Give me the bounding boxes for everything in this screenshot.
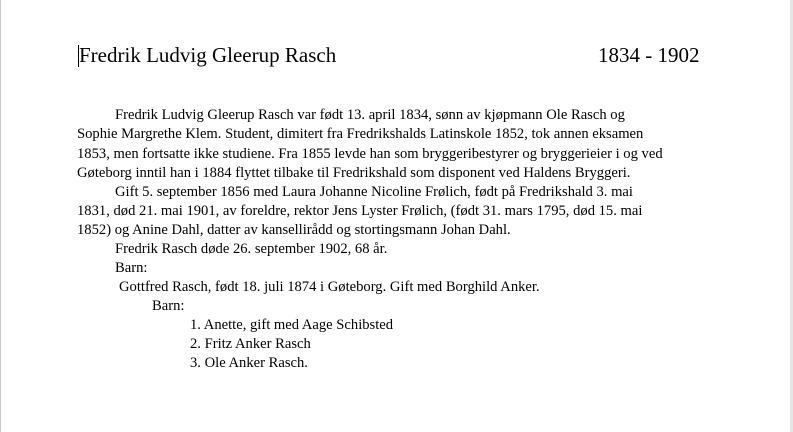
grandchildren-heading[interactable]: Barn: xyxy=(152,298,185,314)
paragraph-line[interactable]: 1853, men fortsatte ikke studiene. Fra 1855 levde han som bryggeribestyrer og bryggerieier i og ved xyxy=(77,146,663,162)
paragraph-line[interactable]: 1831, død 21. mai 1901, av foreldre, rektor Jens Lyster Frølich, (født 31. mars 1795, død 15. mai xyxy=(77,203,643,219)
paragraph-line[interactable]: Fredrik Ludvig Gleerup Rasch var født 13. april 1834, sønn av kjøpmann Ole Rasch og xyxy=(115,107,625,123)
list-item[interactable]: 1. Anette, gift med Aage Schibsted xyxy=(190,317,394,333)
paragraph-line[interactable]: Fredrik Rasch døde 26. september 1902, 68 år. xyxy=(115,241,388,257)
children-heading[interactable]: Barn: xyxy=(115,260,148,276)
list-item[interactable]: 2. Fritz Anker Rasch xyxy=(190,336,311,352)
paragraph-line[interactable]: Sophie Margrethe Klem. Student, dimitert fra Fredrikshalds Latinskole 1852, tok annen eksamen xyxy=(77,126,644,142)
document-title[interactable]: Fredrik Ludvig Gleerup Rasch xyxy=(79,43,337,67)
paragraph-line[interactable]: 1852) og Anine Dahl, datter av kansellirådd og stortingsmann Johan Dahl. xyxy=(77,222,511,238)
child-entry[interactable]: Gottfred Rasch, født 18. juli 1874 i Gøteborg. Gift med Borghild Anker. xyxy=(119,279,540,295)
document-years[interactable]: 1834 - 1902 xyxy=(598,43,700,67)
list-item[interactable]: 3. Ole Anker Rasch. xyxy=(190,355,308,371)
page-left-edge xyxy=(0,0,1,432)
paragraph-line[interactable]: Gøteborg inntil han i 1884 flyttet tilbake til Fredrikshald som disponent ved Haldens Bryggeri. xyxy=(77,165,631,181)
paragraph-line[interactable]: Gift 5. september 1856 med Laura Johanne Nicoline Frølich, født på Fredrikshald 3. mai xyxy=(115,184,633,200)
